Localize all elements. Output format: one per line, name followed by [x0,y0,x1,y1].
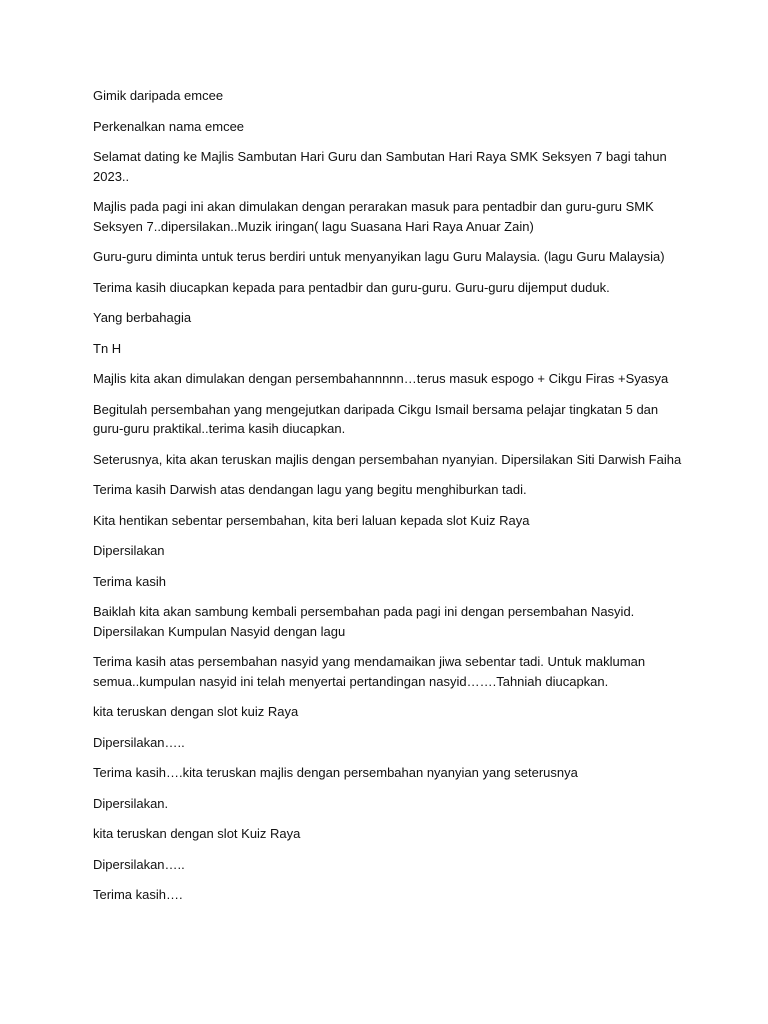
paragraph-12: Terima kasih Darwish atas dendangan lagu yang begitu menghiburkan tadi. [93,482,527,497]
paragraph-23: Dipersilakan….. [93,856,185,872]
paragraph-15: Terima kasih [93,573,166,589]
paragraph-10: Begitulah persembahan yang mengejutkan daripada Cikgu Ismail bersama pelajar tingkatan 5 dan guru-guru praktikal..terima kasih diucapkan. [93,401,659,436]
paragraph-22: kita teruskan dengan slot Kuiz Raya [93,826,301,841]
paragraph-1: Gimik daripada emcee [93,88,224,103]
document-body [93,86,683,916]
paragraph-19: Dipersilakan….. [93,734,185,750]
paragraph-7: Yang berbahagia [93,310,192,325]
paragraph-9: Majlis kita akan dimulakan dengan persembahannnnn…terus masuk espogo + Cikgu Firas +Syasya [93,371,669,386]
paragraph-6: Terima kasih diucapkan kepada para pentadbir dan guru-guru. Guru-guru dijemput duduk. [93,279,610,295]
paragraph-16: Baiklah kita akan sambung kembali persembahan pada pagi ini dengan persembahan Nasyid. Dipersilakan Kumpulan Nasyid dengan lagu [93,604,635,639]
paragraph-14: Dipersilakan [93,543,165,558]
paragraph-21: Dipersilakan. [93,795,169,811]
paragraph-18: kita teruskan dengan slot kuiz Raya [93,704,299,719]
paragraph-20: Terima kasih….kita teruskan majlis dengan persembahan nyanyian yang seterusnya [93,765,578,780]
paragraph-3: Selamat dating ke Majlis Sambutan Hari Guru dan Sambutan Hari Raya SMK Seksyen 7 bagi tahun 2023.. [93,149,667,184]
paragraph-2: Perkenalkan nama emcee [93,118,245,134]
paragraph-11: Seterusnya, kita akan teruskan majlis dengan persembahan nyanyian. Dipersilakan Siti Darwish Faiha [93,451,682,467]
paragraph-8: Tn H [93,340,122,356]
paragraph-4: Majlis pada pagi ini akan dimulakan dengan perarakan masuk para pentadbir dan guru-guru SMK Seksyen 7..dipersilakan..Muzik iringan( lagu Suasana Hari Raya Anuar Zain) [93,199,654,234]
paragraph-17: Terima kasih atas persembahan nasyid yang mendamaikan jiwa sebentar tadi. Untuk makluman semua..kumpulan nasyid ini telah menyertai pertandingan nasyid…….Tahniah diucapkan. [93,654,646,689]
paragraph-5: Guru-guru diminta untuk terus berdiri untuk menyanyikan lagu Guru Malaysia. (lagu Guru Malaysia) [93,249,665,264]
paragraph-24: Terima kasih…. [93,887,183,902]
paragraph-13: Kita hentikan sebentar persembahan, kita beri laluan kepada slot Kuiz Raya [93,512,530,528]
